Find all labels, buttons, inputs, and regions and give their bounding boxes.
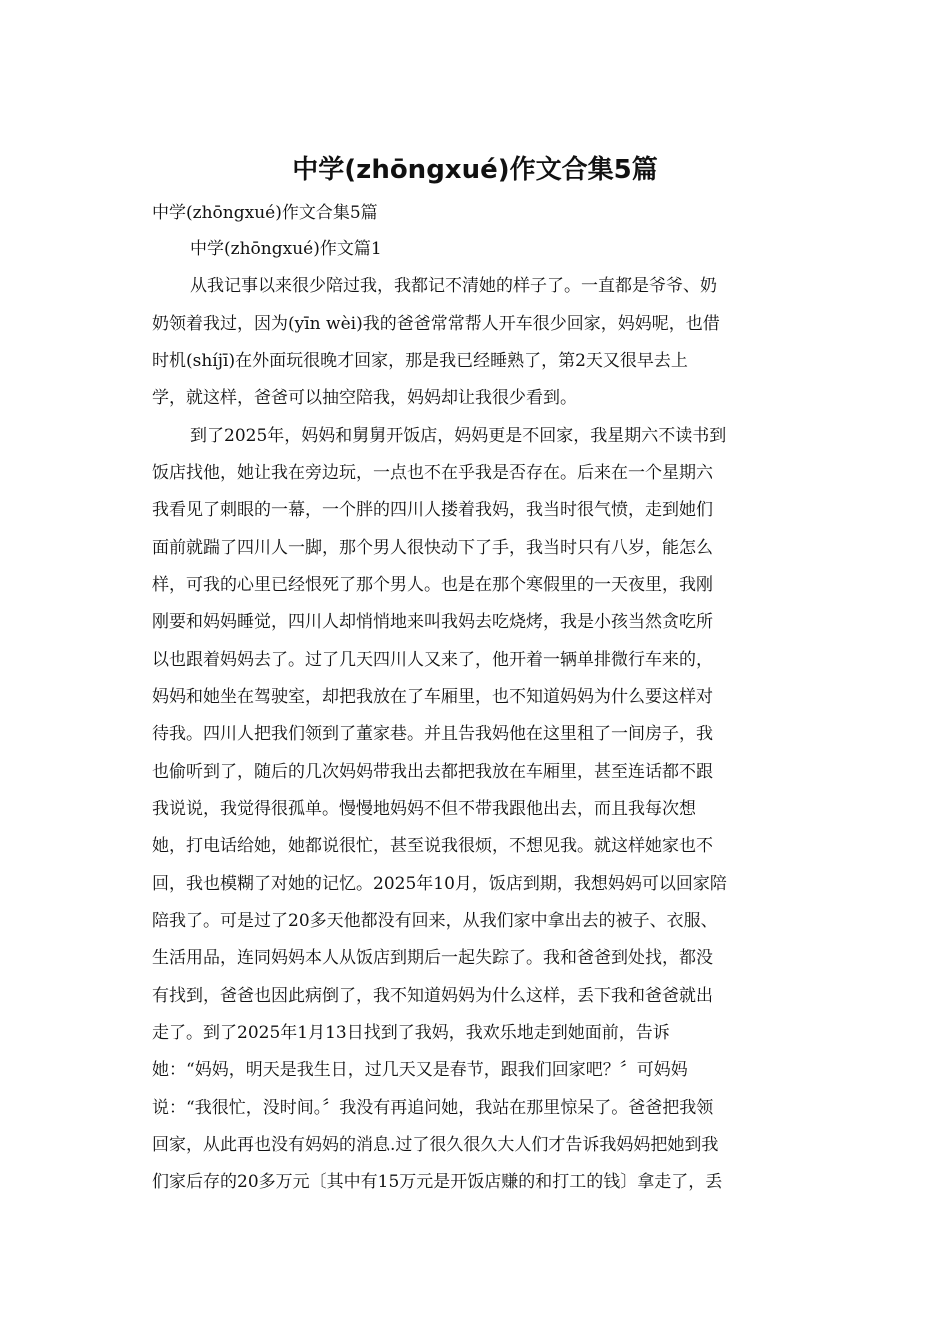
paragraph-line: 她，打电话给她，她都说很忙，甚至说我很烦，不想见我。就这样她家也不 [152, 836, 713, 856]
paragraph-line: 有找到，爸爸也因此病倒了，我不知道妈妈为什么这样，丢下我和爸爸就出 [152, 986, 713, 1006]
paragraph-line: 她：“妈妈，明天是我生日，过几天又是春节，跟我们回家吧？〞可妈妈 [152, 1060, 688, 1080]
paragraph-line: 饭店找他，她让我在旁边玩，一点也不在乎我是否存在。后来在一个星期六 [152, 463, 713, 483]
paragraph-line: 我看见了刺眼的一幕，一个胖的四川人搂着我妈，我当时很气愤，走到她们 [152, 500, 713, 520]
paragraph-line: 陪我了。可是过了20多天他都没有回来，从我们家中拿出去的被子、衣服、 [152, 911, 718, 931]
document-title: 中学(zhōngxué)作文合集5篇 [292, 155, 658, 185]
section-heading: 中学(zhōngxué)作文篇1 [190, 239, 382, 259]
paragraph-line: 回家，从此再也没有妈妈的消息.过了很久很久大人们才告诉我妈妈把她到我 [152, 1135, 719, 1155]
paragraph-line: 们家后存的20多万元〔其中有15万元是开饭店赚的和打工的钱〕拿走了，丢 [152, 1172, 723, 1192]
paragraph-line: 从我记事以来很少陪过我，我都记不清她的样子了。一直都是爷爷、奶 [190, 276, 717, 296]
paragraph-line: 刚要和妈妈睡觉，四川人却悄悄地来叫我妈去吃烧烤，我是小孩当然贪吃所 [152, 612, 713, 632]
paragraph-line: 以也跟着妈妈去了。过了几天四川人又来了，他开着一辆单排微行车来的， [152, 650, 713, 670]
paragraph-line: 面前就踹了四川人一脚，那个男人很快动下了手，我当时只有八岁，能怎么 [152, 538, 713, 558]
paragraph-line: 时机(shíjī)在外面玩很晚才回家，那是我已经睡熟了，第2天又很早去上 [152, 351, 688, 371]
paragraph-line: 回，我也模糊了对她的记忆。2025年10月，饭店到期，我想妈妈可以回家陪 [152, 874, 727, 894]
paragraph-line: 生活用品，连同妈妈本人从饭店到期后一起失踪了。我和爸爸到处找，都没 [152, 948, 713, 968]
paragraph-line: 到了2025年，妈妈和舅舅开饭店，妈妈更是不回家，我星期六不读书到 [190, 426, 727, 446]
document-subtitle: 中学(zhōngxué)作文合集5篇 [152, 203, 378, 223]
paragraph-line: 我说说，我觉得很孤单。慢慢地妈妈不但不带我跟他出去，而且我每次想 [152, 799, 696, 819]
paragraph-line: 妈妈和她坐在驾驶室，却把我放在了车厢里，也不知道妈妈为什么要这样对 [152, 687, 713, 707]
paragraph-line: 奶领着我过，因为(yīn wèi)我的爸爸常常帮人开车很少回家，妈妈呢，也借 [152, 314, 720, 334]
paragraph-line: 也偷听到了，随后的几次妈妈带我出去都把我放在车厢里，甚至连话都不跟 [152, 762, 713, 782]
paragraph-line: 走了。到了2025年1月13日找到了我妈，我欢乐地走到她面前，告诉 [152, 1023, 670, 1043]
paragraph-line: 说：“我很忙，没时间。〞我没有再追问她，我站在那里惊呆了。爸爸把我领 [152, 1098, 714, 1118]
paragraph-line: 待我。四川人把我们领到了董家巷。并且告我妈他在这里租了一间房子，我 [152, 724, 713, 744]
paragraph-line: 学，就这样，爸爸可以抽空陪我，妈妈却让我很少看到。 [152, 388, 577, 408]
paragraph-line: 样，可我的心里已经恨死了那个男人。也是在那个寒假里的一天夜里，我刚 [152, 575, 713, 595]
